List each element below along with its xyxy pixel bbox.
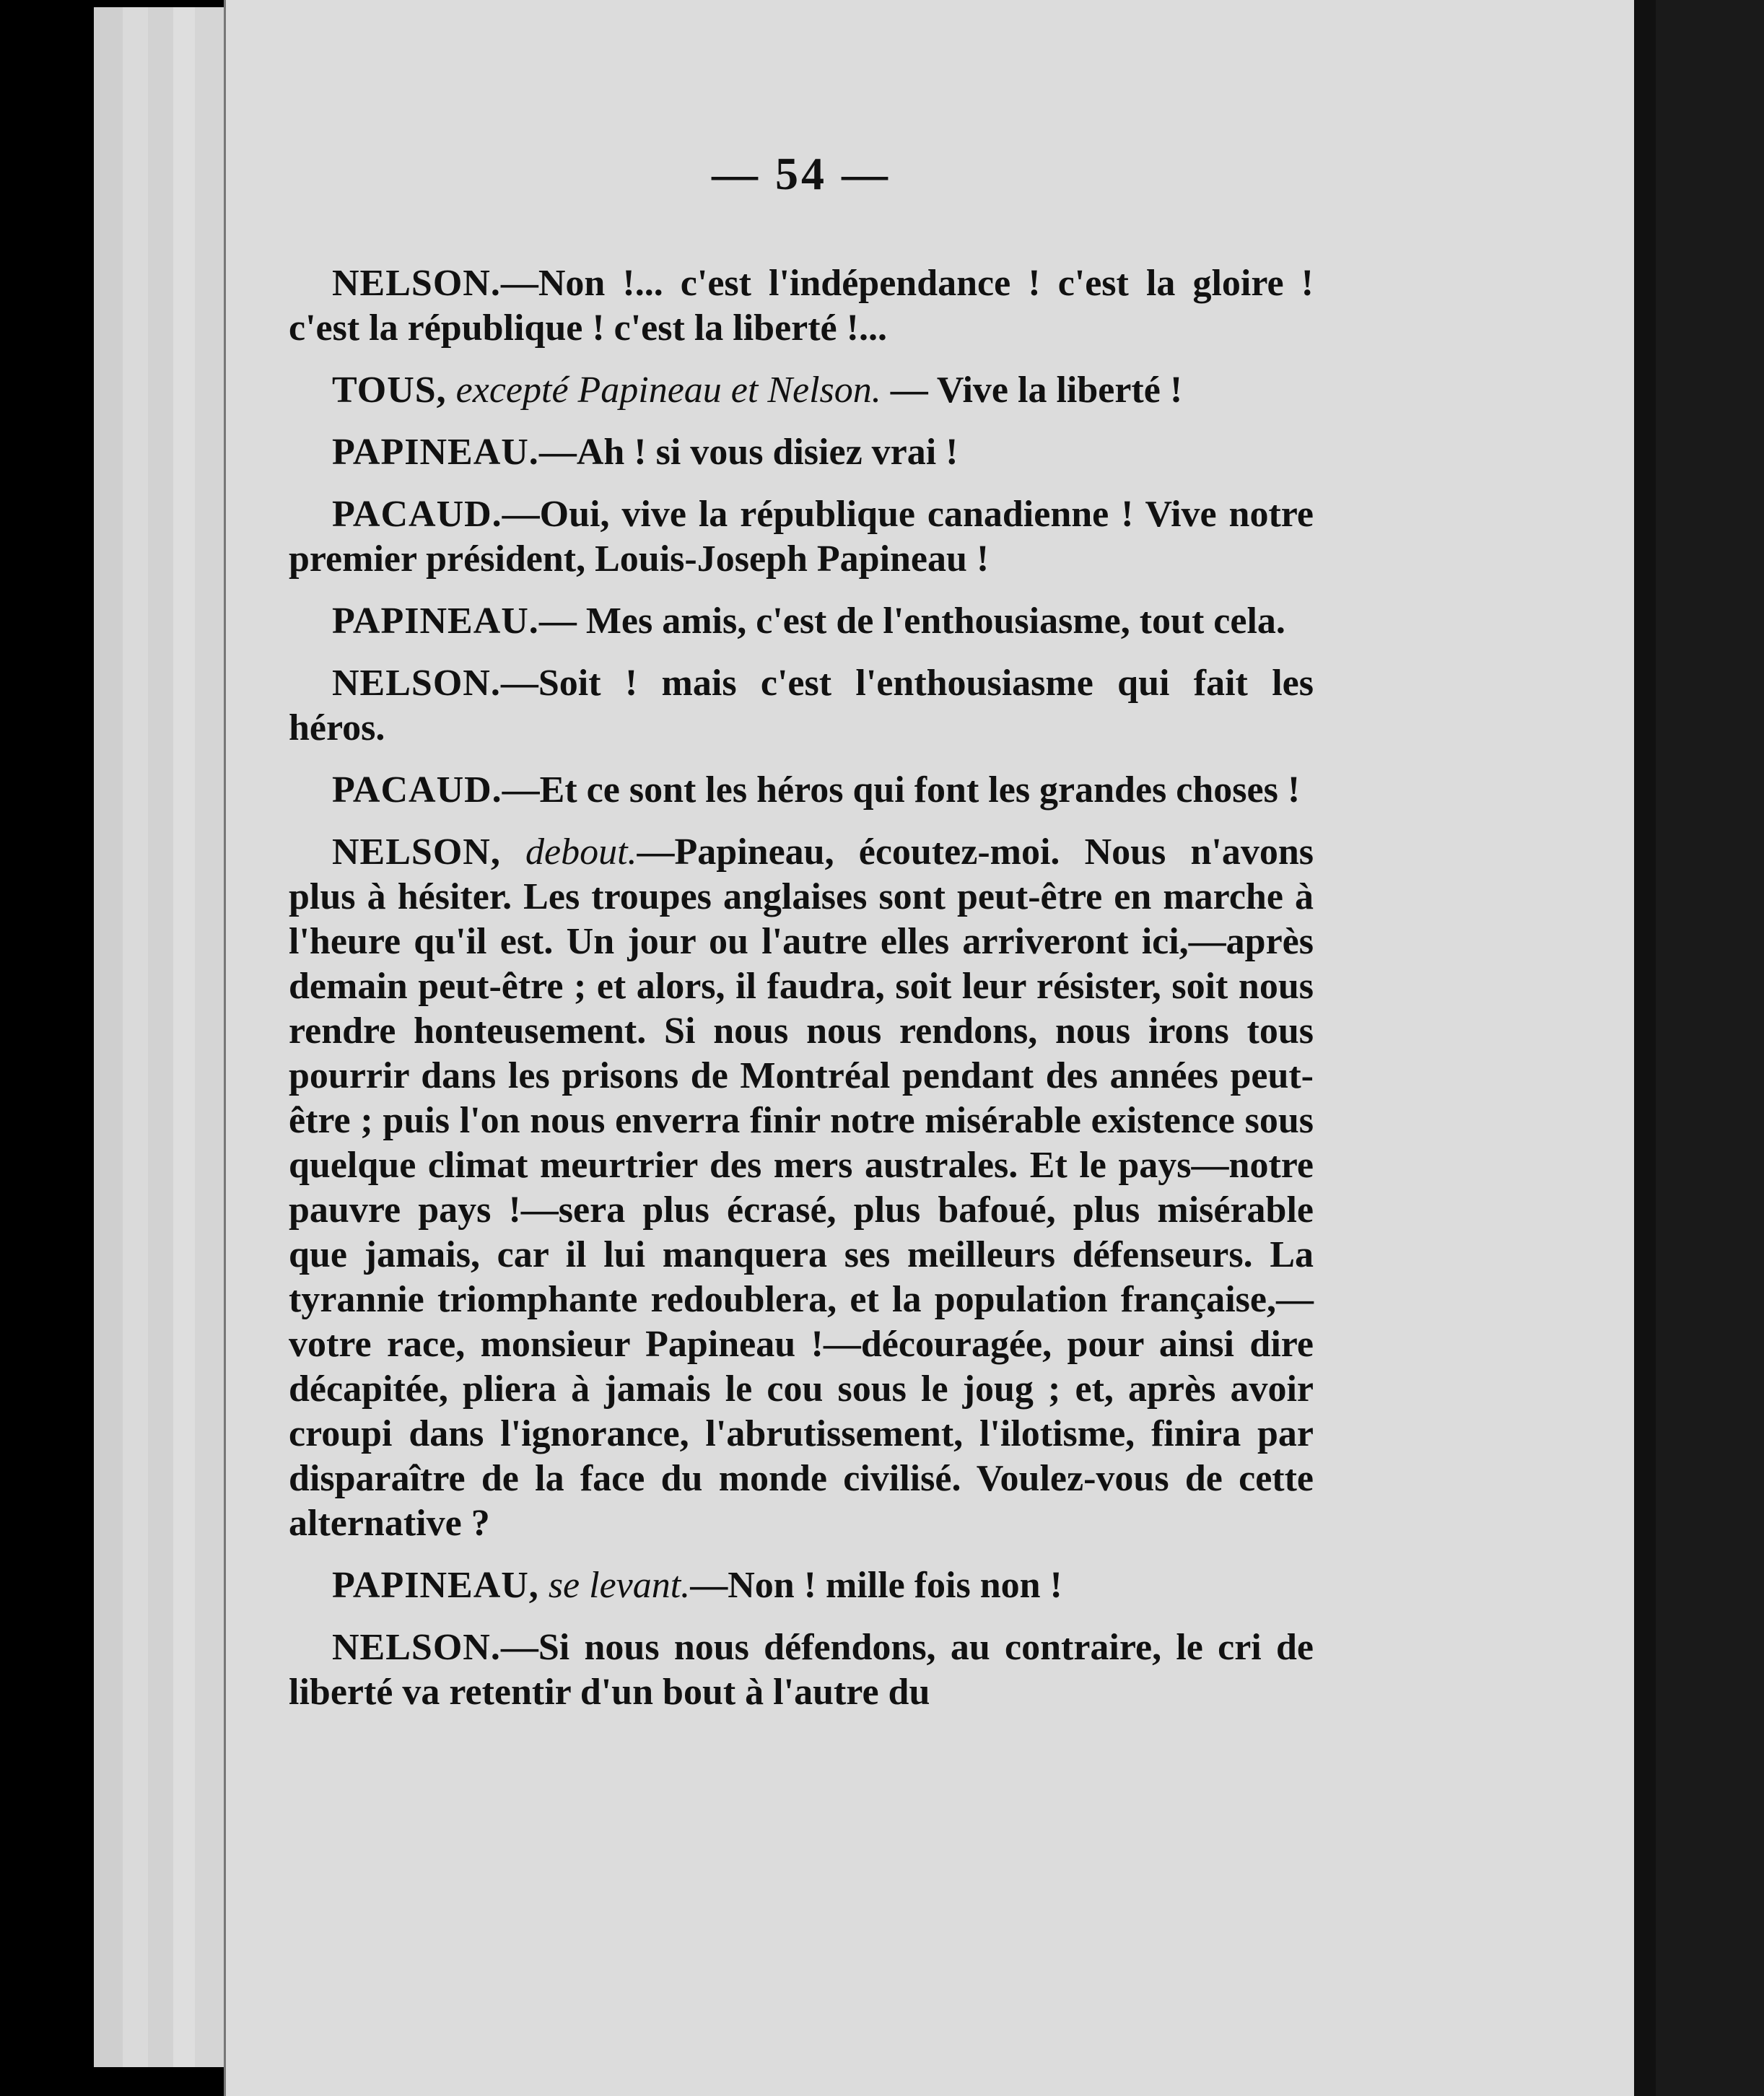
page-text [289,148,1314,1732]
dialogue-text: —Papineau, écoutez-moi. Nous n'avons plus à hésiter. Les troupes anglaises sont peut-être en marche à l'heure qu'il est. Un jour ou l'autre elles arriveront ici,—après demain peut-être ; et alors, il faudra, soit leur résister, soit nous rendre honteusement. Si nous nous rendons, nous irons tous pourrir dans les prisons de Montréal pendant des années peut-être ; puis l'on nous enverra finir notre misérable existence sous quelque climat meurtrier des mers australes. Et le pays—notre pauvre pays !—sera plus écrasé, plus bafoué, plus misérable que jamais, car il lui manquera ses meilleurs défenseurs. La tyrannie triomphante redoublera, et la population française,—votre race, monsieur Papineau !—découragée, pour ainsi dire décapitée, pliera à jamais le cou sous le joug ; et, après avoir croupi dans l'ignorance, l'abrutissement, l'ilotisme, finira par disparaître de la face du monde civilisé. Voulez-vous de cette alternative ? [289,831,1314,1544]
facing-page-edge [1656,0,1764,2096]
dialogue-paragraph [289,1625,1314,1715]
speaker-name: PAPINEAU. [332,432,539,473]
speaker-name: NELSON, [332,831,501,873]
speaker-name: NELSON. [332,1627,501,1668]
dialogue-paragraph [289,599,1314,644]
stage-direction: excepté Papineau et Nelson. [446,370,881,411]
book-binding [1634,0,1656,2096]
dialogue-text: —Oui, vive la république canadienne ! Vive notre premier président, Louis-Joseph Papineau ! [289,494,1314,580]
dialogue-paragraph [289,830,1314,1546]
speaker-name: NELSON. [332,663,501,704]
speaker-name: NELSON. [332,263,501,304]
dialogue-text: — Mes amis, c'est de l'enthousiasme, tout cela. [538,601,1285,642]
dialogue-text: —Et ce sont les héros qui font les grandes choses ! [502,769,1301,811]
dialogue-paragraph [289,1563,1314,1608]
dialogue-paragraph [289,768,1314,813]
speaker-name: PAPINEAU, [332,1565,539,1606]
dialogue-paragraph [289,430,1314,475]
dialogue-text: —Si nous nous défendons, au contraire, le cri de liberté va retentir d'un bout à l'autre du [289,1627,1314,1713]
dialogue-paragraph [289,368,1314,413]
dialogue-text: —Soit ! mais c'est l'enthousiasme qui fait les héros. [289,663,1314,748]
speaker-name: PACAUD. [332,494,502,535]
dialogue-text: —Ah ! si vous disiez vrai ! [538,432,959,473]
dialogue-text: —Non ! mille fois non ! [690,1565,1062,1606]
dialogue-paragraph [289,261,1314,351]
stage-direction: se levant. [538,1565,691,1606]
dialogue-text: —Non !... c'est l'indépendance ! c'est la gloire ! c'est la république ! c'est la liberté !... [289,263,1314,349]
dialogue-text: — Vive la liberté ! [881,370,1183,411]
speaker-name: PACAUD. [332,769,502,811]
dialogue-paragraph [289,661,1314,751]
speaker-name: PAPINEAU. [332,601,539,642]
speaker-name: TOUS, [332,370,447,411]
stage-direction: debout. [500,831,637,873]
dialogue-paragraph [289,492,1314,582]
page-number: — 54 — [712,148,891,199]
